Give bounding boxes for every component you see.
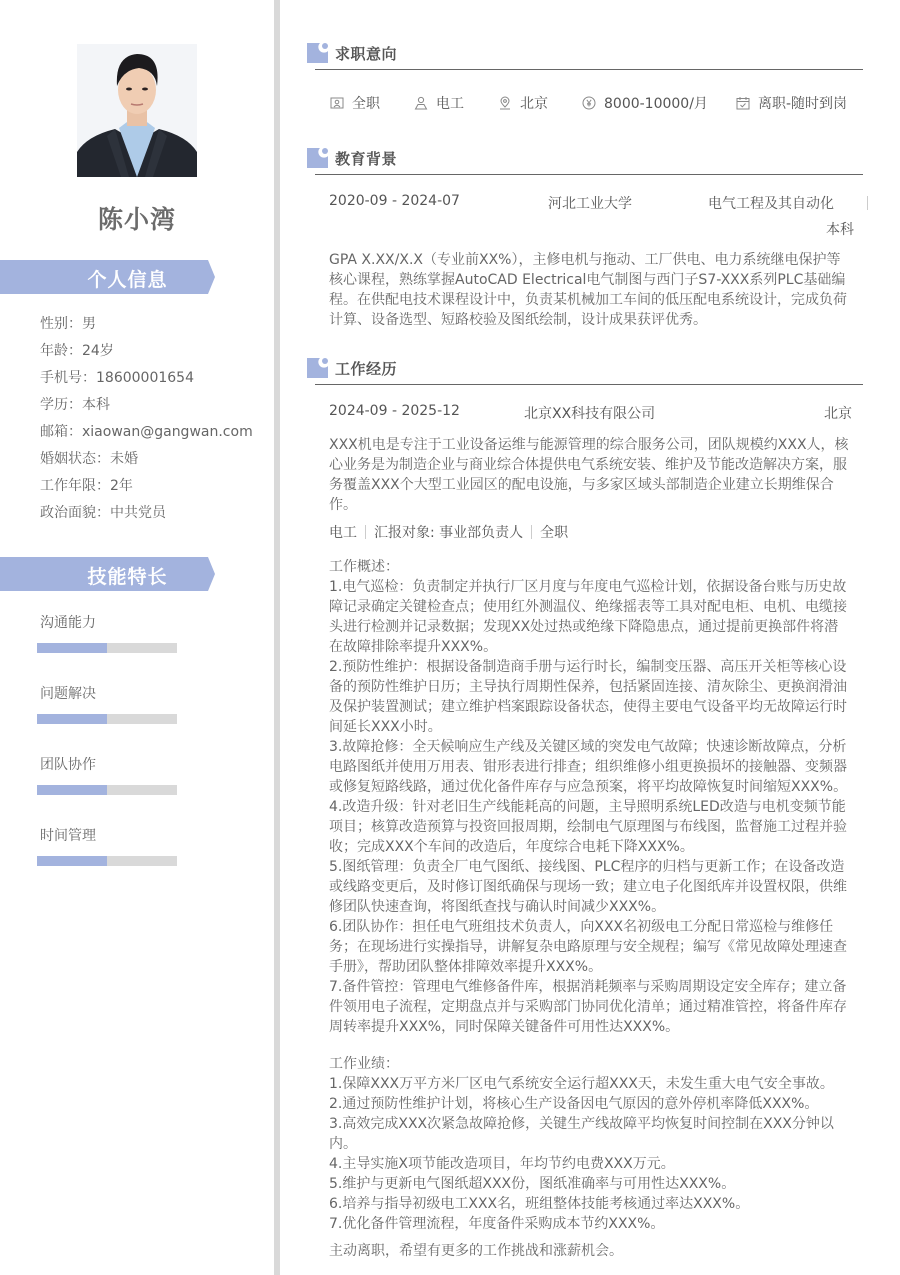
section-header-work [305, 355, 863, 385]
overview-item: 1.电气巡检：负责制定并执行厂区月度与年度电气巡检计划，依据设备台账与历史故障记录确定关键检查点；使用红外测温仪、绝缘摇表等工具对配电柜、电机、电缆接头进行检测并记录数据；发现XX处过热或绝缘下降隐患点，通过提前更换部件将潜在故障排除率提升XXX%。 [329, 579, 847, 655]
skill-bar [37, 856, 177, 866]
info-value: xiaowan@gangwan.com [82, 424, 253, 440]
info-label: 工作年限： [40, 478, 110, 494]
intent-text: 全职 [352, 96, 380, 112]
section-title: 教育背景 [335, 150, 398, 168]
info-value: 本科 [82, 397, 110, 413]
briefcase-id-icon [330, 96, 344, 110]
info-label: 性别： [40, 316, 82, 332]
skill-bar-fill [37, 643, 107, 653]
overview-item: 4.改造升级：针对老旧生产线能耗高的问题，主导照明系统LED改造与电机变频节能项目；核算改造预算与投资回报周期，绘制电气原理图与布线图，监督施工过程并验收；完成XXX个车间的改造后，年度综合电耗下降XXX%。 [329, 799, 847, 855]
info-label: 婚姻状态： [40, 451, 110, 467]
section-marker-icon [307, 358, 328, 378]
info-label: 政治面貌： [40, 505, 110, 521]
info-marital-status [40, 448, 253, 475]
separator [365, 525, 366, 539]
achievement-item: 1.保障XXX万平方米厂区电气系统安全运行超XXX天，未发生重大电气安全事故。 [329, 1076, 834, 1092]
separator [867, 196, 868, 210]
achievement-item: 2.通过预防性维护计划，将核心生产设备因电气原因的意外停机率降低XXX%。 [329, 1096, 819, 1112]
achievement-item: 6.培养与指导初级电工XXX名，班组整体技能考核通过率达XXX%。 [329, 1196, 750, 1212]
skill-item [37, 754, 177, 774]
work-entry-header [329, 403, 852, 425]
info-value: 18600001654 [96, 370, 194, 386]
achievement-item: 3.高效完成XXX次紧急故障抢修，关键生产线故障平均恢复时间控制在XXX分钟以内。 [329, 1116, 834, 1152]
job-intention-row [330, 93, 865, 113]
education-date: 2020-09 - 2024-07 [329, 193, 460, 209]
education-major: 电气工程及其自动化 [708, 196, 834, 212]
work-city: 北京 [824, 406, 852, 422]
info-age [40, 340, 253, 367]
person-icon [414, 96, 428, 110]
info-phone [40, 367, 253, 394]
work-achievements [329, 1054, 852, 1234]
education-description: GPA X.XX/X.X（专业前XX%），主修电机与拖动、工厂供电、电力系统继电保护等核心课程，熟练掌握AutoCAD Electrical电气制图与西门子S7-XXX系列PLC基础编程。在供配电技术课程设计中，负责某机械加工车间的低压配电系统设计，完成负荷计算、设备选型、短路校验及图纸绘制，设计成果获评优秀。 [329, 252, 847, 328]
skill-bar [37, 785, 177, 795]
intent-text: 电工 [436, 96, 464, 112]
section-title: 工作经历 [335, 360, 398, 378]
skill-bar [37, 714, 177, 724]
section-marker-icon [307, 43, 328, 63]
personal-info-list [40, 313, 253, 529]
section-underline [315, 384, 863, 385]
skill-bar-fill [37, 714, 107, 724]
achievement-item: 4.主导实施X项节能改造项目，年均节约电费XXX万元。 [329, 1156, 675, 1172]
info-value: 男 [82, 316, 96, 332]
skills-title: 技能特长 [87, 566, 168, 588]
separator [531, 525, 532, 539]
work-company: 北京XX科技有限公司 [524, 406, 656, 422]
intent-text: 8000-10000/月 [604, 96, 708, 112]
intent-position [414, 93, 498, 113]
work-date: 2024-09 - 2025-12 [329, 403, 460, 419]
calendar-check-icon [736, 96, 750, 110]
skill-bar-fill [37, 856, 107, 866]
section-marker-icon [307, 148, 328, 168]
tag-job-type: 全职 [540, 525, 569, 541]
overview-item: 6.团队协作：担任电气班组技术负责人，向XXX名初级电工分配日常巡检与维修任务；在现场进行实操指导，讲解复杂电路原理与安全规程；编写《常见故障处理速查手册》，帮助团队整体排障效率提升XXX%。 [329, 919, 847, 975]
personal-info-title: 个人信息 [87, 269, 168, 291]
tag-report-to: 汇报对象: 事业部负责人 [374, 525, 524, 541]
skill-name: 沟通能力 [40, 615, 96, 631]
section-underline [315, 174, 863, 175]
skill-item [37, 683, 177, 703]
overview-item: 7.备件管控：管理电气维修备件库，根据消耗频率与采购周期设定安全库存；建立备件领用电子流程，定期盘点并与采购部门协同优化清单；通过精准管控，将备件库存周转率提升XXX%，同时保障关键备件可用性达XXX%。 [329, 979, 847, 1035]
overview-item: 2.预防性维护：根据设备制造商手册与运行时长，编制变压器、高压开关柜等核心设备的预防性维护日历；主导执行周期性保养，包括紧固连接、清灰除尘、更换润滑油及保护装置测试；建立维护档案跟踪设备状态，使得主要电气设备平均无故障运行时间延长XXX小时。 [329, 659, 847, 735]
left-sidebar [0, 0, 274, 1275]
intent-salary [582, 93, 736, 113]
info-label: 年龄： [40, 343, 82, 359]
education-entry-header [329, 193, 854, 237]
column-divider [274, 0, 280, 1275]
work-overview [329, 557, 852, 1037]
info-label: 学历： [40, 397, 82, 413]
info-email [40, 421, 253, 448]
section-header-job-intention [305, 40, 863, 70]
info-education [40, 394, 253, 421]
info-work-years [40, 475, 253, 502]
info-value: 中共党员 [110, 505, 166, 521]
profile-photo [77, 44, 197, 177]
skill-name: 团队协作 [40, 757, 96, 773]
skill-name: 问题解决 [40, 686, 96, 702]
yuan-coin-icon [582, 96, 596, 110]
intent-city [498, 93, 582, 113]
overview-item: 5.图纸管理：负责全厂电气图纸、接线图、PLC程序的归档与更新工作；在设备改造或线路变更后，及时修订图纸确保与现场一致；建立电子化图纸库并设置权限，供维修团队快速查询，将图纸查找与确认时间减少XXX%。 [329, 859, 847, 915]
education-degree: 本科 [826, 222, 854, 238]
intent-text: 北京 [520, 96, 548, 112]
skill-bar [37, 643, 177, 653]
skill-item [37, 825, 177, 845]
education-school: 河北工业大学 [548, 196, 632, 212]
overview-item: 3.故障抢修：全天候响应生产线及关键区域的突发电气故障；快速诊断故障点，分析电路图纸并使用万用表、钳形表进行排查；组织维修小组更换损坏的接触器、变频器或修复短路线路，通过优化备件库存与应急预案，将平均故障恢复时间缩短XXX%。 [329, 739, 848, 795]
intent-job-type [330, 93, 414, 113]
company-intro: XXX机电是专注于工业设备运维与能源管理的综合服务公司，团队规模约XXX人，核心业务是为制造企业与商业综合体提供电气系统安装、维护及节能改造解决方案，服务覆盖XXX个大型工业园区的配电设施，与多家区域头部制造企业建立长期维保合作。 [329, 437, 849, 513]
info-gender [40, 313, 253, 340]
achievement-item: 5.维护与更新电气图纸超XXX份，图纸准确率与可用性达XXX%。 [329, 1176, 736, 1192]
info-value: 24岁 [82, 343, 114, 359]
info-value: 2年 [110, 478, 133, 494]
candidate-name: 陈小湾 [97, 205, 176, 234]
achievements-title: 工作业绩： [329, 1056, 399, 1072]
skill-name: 时间管理 [40, 828, 96, 844]
overview-title: 工作概述： [329, 559, 399, 575]
personal-info-banner [0, 260, 215, 294]
skill-item [37, 612, 177, 632]
skill-bar-fill [37, 785, 107, 795]
info-label: 手机号： [40, 370, 96, 386]
tag-position: 电工 [329, 525, 357, 541]
info-political-status [40, 502, 253, 529]
intent-availability [736, 93, 847, 113]
section-header-education [305, 145, 863, 175]
info-label: 邮箱： [40, 424, 82, 440]
section-title: 求职意向 [335, 45, 398, 63]
section-underline [315, 69, 863, 70]
work-tags [329, 522, 568, 542]
achievement-item: 7.优化备件管理流程，年度备件采购成本节约XXX%。 [329, 1216, 665, 1232]
location-pin-icon [498, 96, 512, 110]
intent-text: 离职-随时到岗 [758, 96, 848, 112]
info-value: 未婚 [110, 451, 138, 467]
skills-banner [0, 557, 215, 591]
leave-reason: 主动离职，希望有更多的工作挑战和涨薪机会。 [329, 1243, 623, 1259]
